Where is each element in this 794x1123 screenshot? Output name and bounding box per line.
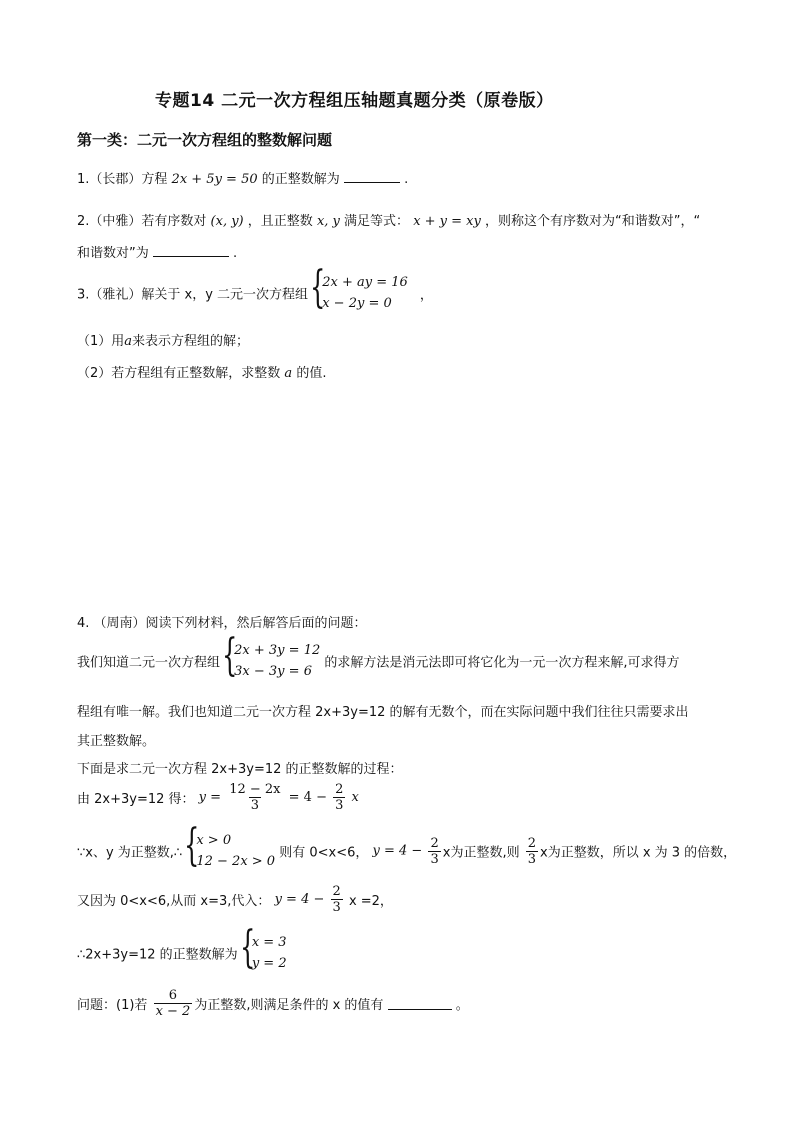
q4-l5-fraction-2	[333, 782, 345, 813]
q2-vars: x, y	[316, 214, 340, 229]
fraction-numerator: 2	[430, 835, 439, 851]
q3-prefix: 3.（雅礼）解关于 x，y 二元一次方程组	[77, 287, 309, 303]
q3-p1-text-a: （1）用	[77, 334, 125, 349]
q4-equation-system	[222, 630, 321, 682]
question-2-line-2	[77, 244, 237, 264]
section-heading: 第一类：二元一次方程组的整数解问题	[77, 131, 333, 149]
fraction-numerator: 2	[335, 782, 344, 797]
fraction-denominator: 3	[430, 851, 439, 867]
q2-answer-blank[interactable]	[153, 244, 229, 257]
q2-end: .	[233, 246, 238, 261]
fraction-denominator: x − 2	[155, 1004, 191, 1019]
q3-p1-text-b: 来表示方程组的解；	[132, 334, 250, 349]
q2-prefix: 2.（中雅）若有序数对	[77, 214, 207, 229]
question-3	[77, 262, 433, 314]
q3-part-1	[77, 332, 249, 352]
q4-line-3: 其正整数解。	[77, 734, 156, 749]
question-1	[77, 170, 408, 190]
q2-mid3: ，则称这个有序数对为“和谐数对”，“	[485, 214, 701, 229]
q1-answer-blank[interactable]	[344, 170, 400, 183]
q3-eq2: x − 2y = 0	[322, 296, 392, 311]
q2-pair: (x, y)	[210, 214, 244, 229]
fraction-denominator: 3	[332, 900, 341, 915]
question-2	[77, 212, 700, 232]
q4-q1-text-a: 问题：(1)若	[77, 998, 148, 1013]
q4-l6-text-b: 则有 0<x<6，	[279, 845, 369, 861]
q4-l6-text-a: ∵x、y 为正整数,∴	[77, 845, 183, 861]
q4-l6-text-c: x为正整数,则	[442, 845, 520, 861]
q4-l5-x: x	[351, 790, 359, 805]
q2-equation: x + y = xy	[413, 214, 481, 229]
q4-sys-eq1: 2x + 3y = 12	[234, 643, 321, 658]
q4-l1-text-a: 我们知道二元一次方程组	[77, 655, 221, 671]
q2-line2: 和谐数对”为	[77, 246, 149, 261]
fraction-numerator: 2	[527, 835, 536, 851]
fraction-numerator: 2	[332, 884, 341, 899]
fraction-numerator: 6	[168, 988, 178, 1003]
q4-line-1	[77, 630, 680, 682]
q4-l1-text-b: 的求解方法是消元法即可将它化为一元一次方程来解,可求得方	[324, 655, 680, 671]
q4-q1-answer-blank[interactable]	[388, 997, 452, 1010]
q3-p2-text-b: 的值.	[296, 366, 327, 381]
q4-q1-text-b: 为正整数,则满足条件的 x 的值有	[194, 998, 384, 1013]
q4-line-4: 下面是求二元一次方程 2x+3y=12 的正整数解的过程：	[77, 762, 403, 777]
left-brace-icon: {	[310, 262, 326, 313]
q4-q1-end: 。	[455, 998, 469, 1013]
q4-line-6	[77, 820, 737, 872]
q4-sys-eq2: 3x − 3y = 6	[234, 664, 312, 679]
q4-line-8	[77, 922, 287, 974]
q4-question-1	[77, 988, 469, 1019]
q2-mid2: 满足等式：	[344, 214, 410, 229]
left-brace-icon: {	[184, 820, 200, 871]
fraction-denominator: 3	[250, 798, 259, 813]
q4-line-5	[77, 782, 359, 813]
q4-line-2: 程组有唯一解。我们也知道二元一次方程 2x+3y=12 的解有无数个，而在实际问题中我们往往只需要求出	[77, 705, 689, 720]
q4-heading: 4. （周南）阅读下列材料，然后解答后面的问题：	[77, 616, 367, 631]
q4-l5-eq: = 4 −	[288, 790, 327, 805]
q1-prefix: 1.（长郡）方程	[77, 172, 168, 187]
q4-l6-fraction	[428, 836, 440, 867]
q4-l6-fraction-2	[526, 836, 538, 867]
q2-mid1: ，且正整数	[247, 214, 313, 229]
q4-l7-fraction	[331, 884, 343, 915]
q4-l8-solution-system	[239, 922, 287, 974]
q4-l6-ineq1: x > 0	[196, 833, 232, 848]
q1-equation: 2x + 5y = 50	[171, 172, 258, 187]
q3-equation-system	[310, 262, 408, 314]
q4-l5-text: 由 2x+3y=12 得：	[77, 792, 195, 807]
q4-l6-inequality-system	[184, 820, 276, 872]
q3-p2-var: a	[284, 366, 293, 381]
q3-eq1: 2x + ay = 16	[322, 275, 408, 290]
q1-suffix: 的正整数解为	[261, 172, 340, 187]
page-title: 专题14 二元一次方程组压轴题真题分类（原卷版）	[155, 91, 554, 111]
q4-l6-text-d: x为正整数，所以 x 为 3 的倍数，	[540, 845, 737, 861]
q4-l8-text: ∴2x+3y=12 的正整数解为	[77, 947, 238, 963]
fraction-denominator: 3	[527, 851, 536, 867]
q1-end: .	[404, 172, 409, 187]
q4-l7-text-b: x =2，	[348, 894, 393, 909]
q4-l5-fraction	[227, 782, 282, 813]
fraction-numerator: 12 − 2x	[229, 782, 281, 797]
q4-q1-fraction	[154, 988, 193, 1019]
fraction-denominator: 3	[335, 798, 344, 813]
q4-l6-ineq2: 12 − 2x > 0	[196, 854, 276, 869]
q4-l8-sol2: y = 2	[251, 956, 287, 971]
q3-end: ，	[419, 287, 433, 303]
q4-l7-y: y = 4 −	[274, 892, 325, 907]
q3-part-2	[77, 364, 326, 384]
q4-l7-text-a: 又因为 0<x<6,从而 x=3,代入：	[77, 894, 271, 909]
left-brace-icon: {	[222, 630, 238, 681]
q3-p1-var: a	[124, 334, 133, 349]
q4-l6-y: y = 4 −	[372, 843, 423, 859]
q3-p2-text-a: （2）若方程组有正整数解，求整数	[77, 366, 281, 381]
q4-line-7	[77, 884, 393, 915]
q4-l5-y: y =	[198, 790, 222, 805]
q4-l8-sol1: x = 3	[251, 935, 287, 950]
left-brace-icon: {	[239, 922, 256, 973]
